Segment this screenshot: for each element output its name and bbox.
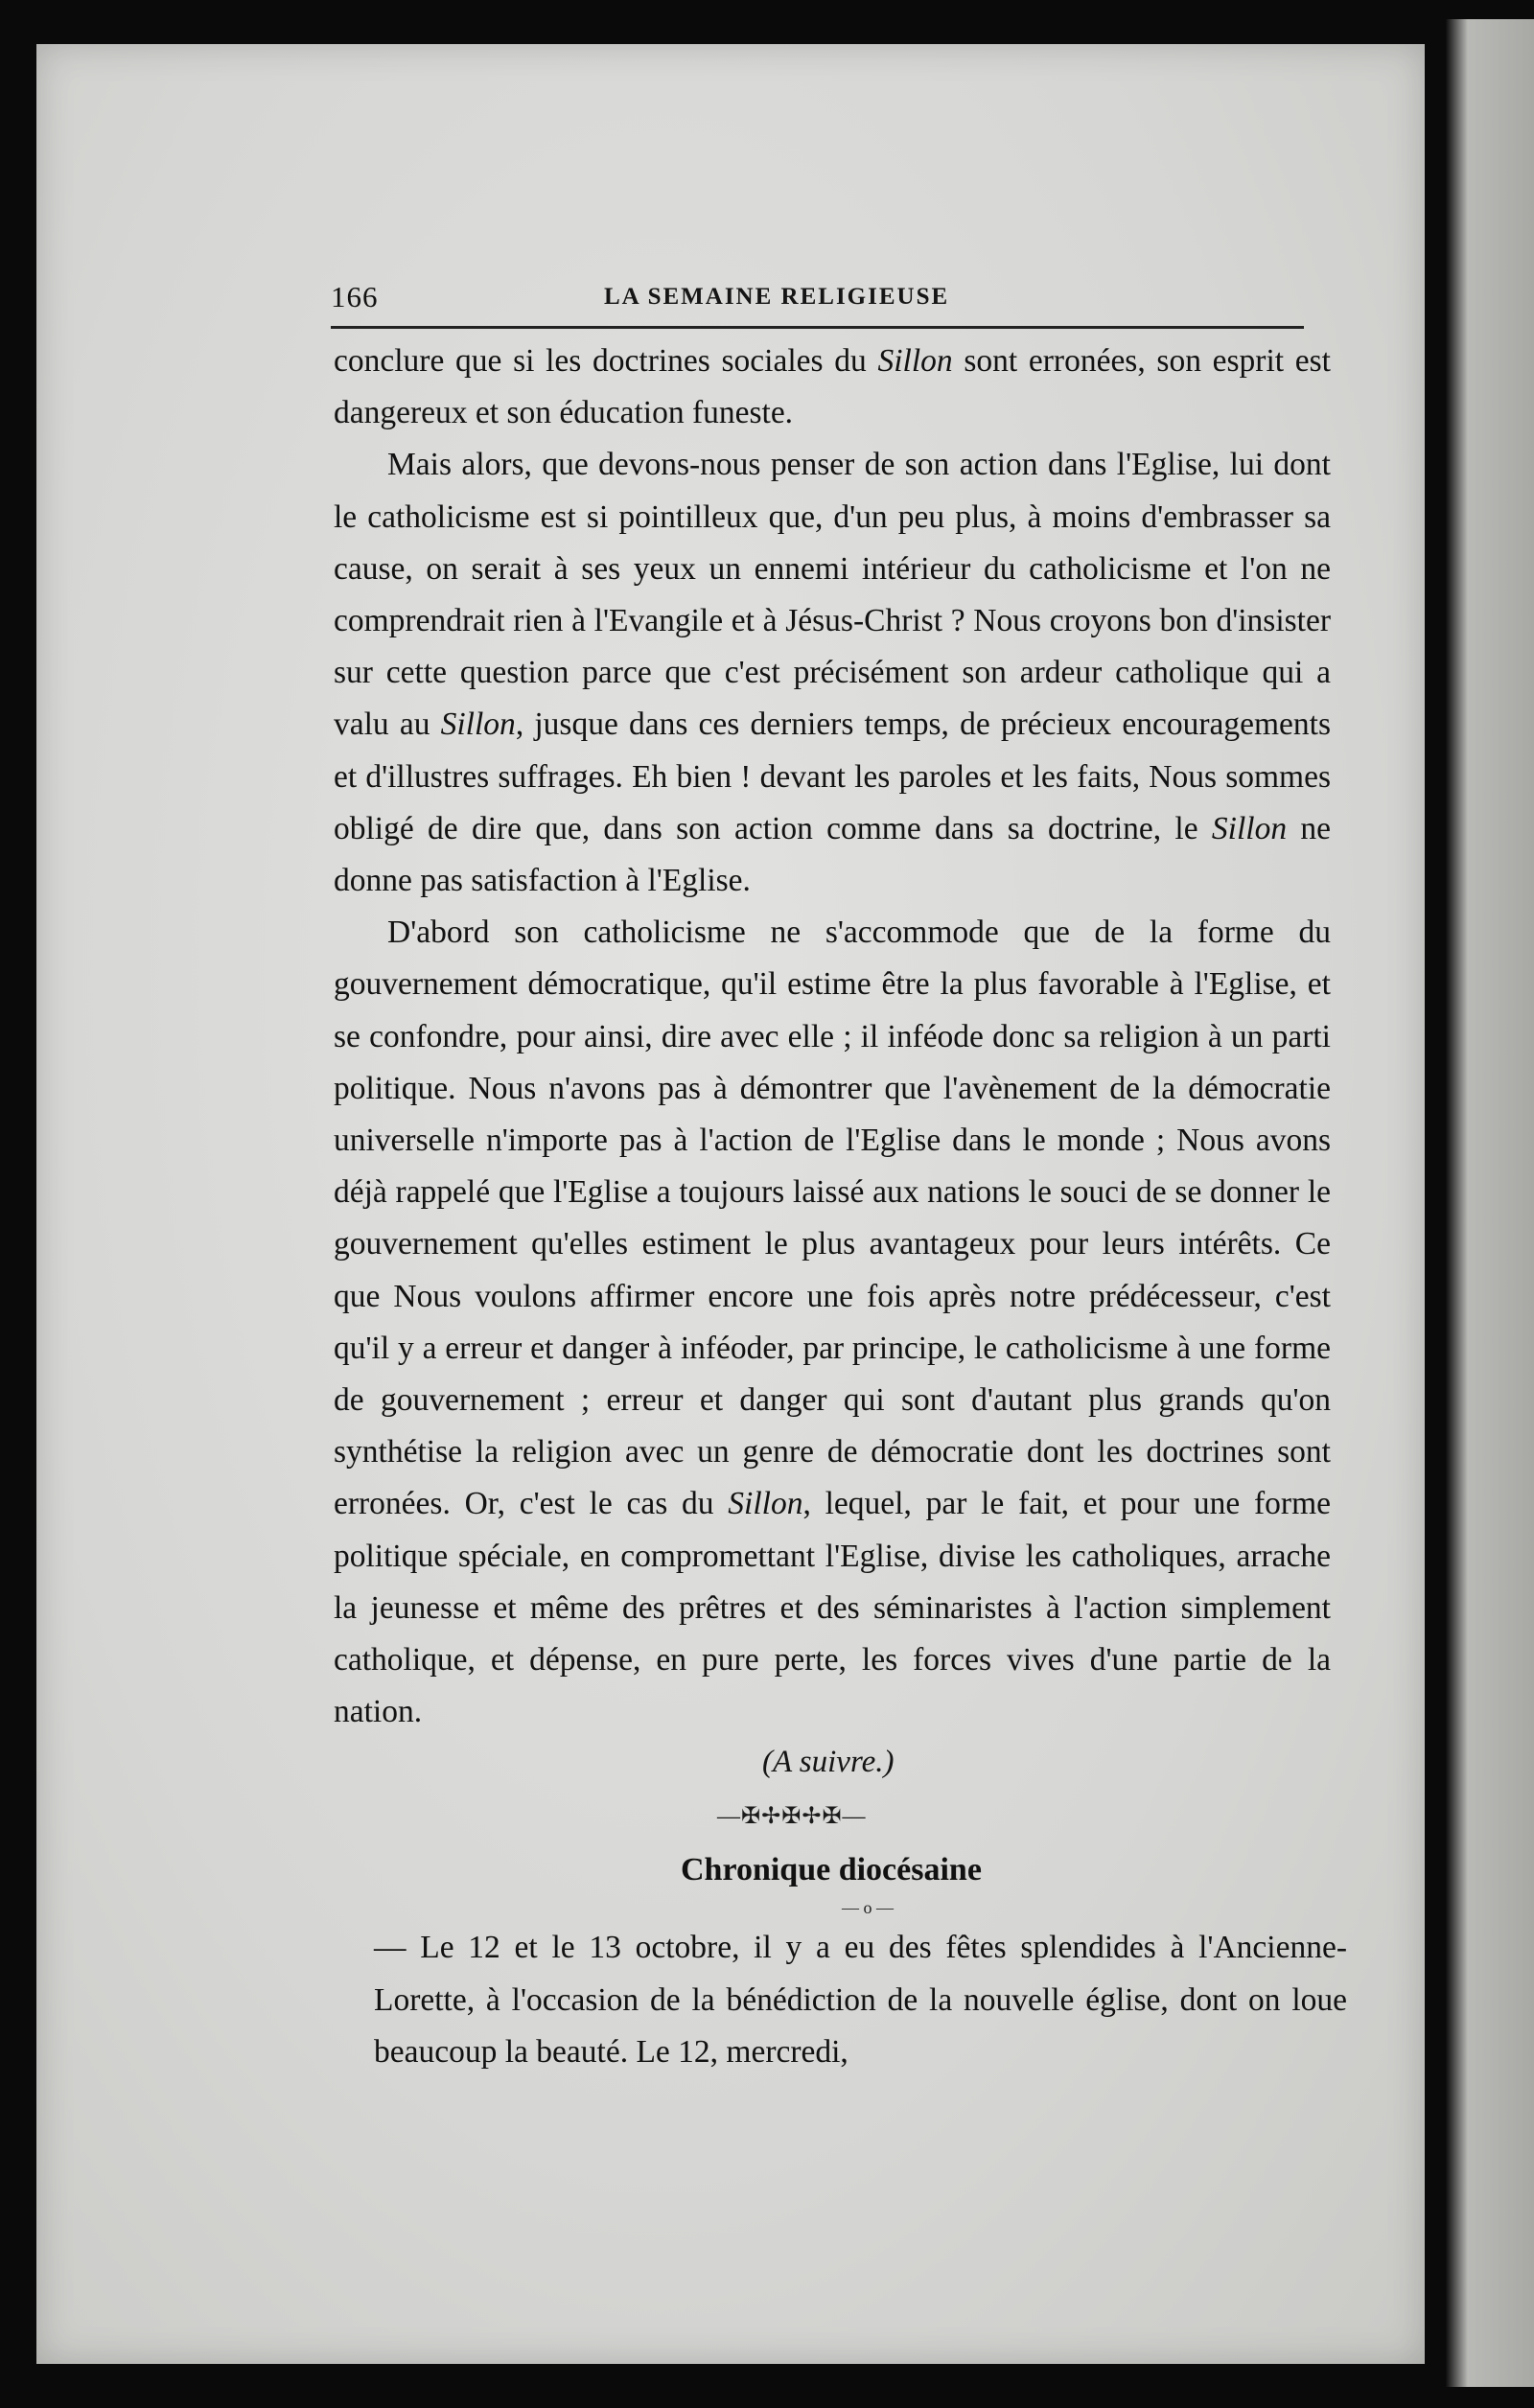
paragraph-text: , jusque dans ces derniers temps, de précieux encouragements et d'illustres suffrages. Eh bien ! devant les paroles et les faits, Nous sommes obligé de dire que, dans son action comme dans sa doctrine, le [334,706,1331,846]
small-divider: — o — [842,1898,894,1917]
paragraph-3 [334,907,1331,1738]
article-body [334,336,1331,1738]
paragraph-text: Mais alors, que devons-nous penser de son action dans l'Eglise, lui dont le catholicisme est si pointilleux que, d'un peu plus, à moins d'embrasser sa cause, on serait à ses yeux un ennemi intérieur du catholicisme et l'on ne comprendrait rien à l'Evangile et à Jésus-Christ ? Nous croyons bon d'insister sur cette question parce que c'est précisément son ardeur catholique qui a valu au [334,447,1331,743]
paragraph-text: ne donne pas satisfaction à l'Eglise. [334,810,1332,899]
running-header [331,280,1304,329]
journal-title: LA SEMAINE RELIGIEUSE [604,284,950,310]
adjacent-page-edge [1446,19,1534,2387]
italic-term: Sillon [728,1486,803,1522]
paragraph-text: D'abord son catholicisme ne s'accommode que de la forme du gouvernement démocratique, qu'il estime être la plus favorable à l'Eglise, et se confondre, pour ainsi, dire avec elle ; il inféode donc sa religion à un parti politique. Nous n'avons pas à démontrer que l'avènement de la démocratie universelle n'importe pas à l'action de l'Eglise dans le monde ; Nous avons déjà rappelé que l'Eglise a toujours laissé aux nations le souci de se donner le gouvernement qu'elles estiment le plus avantageux pour leurs intérêts. Ce que Nous voulons affirmer encore une fois après notre prédécesseur, c'est qu'il y a erreur et danger à inféoder, par principe, le catholicisme à une forme de gouvernement ; erreur et danger qui sont d'autant plus grands qu'on synthétise la religion avec un genre de démocratie dont les doctrines sont erronées. Or, c'est le cas du [334,915,1331,1522]
section-ornament: —✠✢✠✢✠— [717,1804,867,1829]
paragraph-text: conclure que si les doctrines sociales du [334,343,878,379]
chronique-paragraph: — Le 12 et le 13 octobre, il y a eu des fêtes splendides à l'Ancienne-Lorette, à l'occasion de la bénédiction de la nouvelle église, dont on loue beaucoup la beauté. Le 12, mercredi, [374,1930,1347,2070]
paragraph-2 [334,439,1331,907]
to-be-continued: (A suivre.) [762,1745,895,1779]
section-title: Chronique diocésaine [681,1852,982,1887]
chronique-body [374,1922,1347,2079]
paragraph-text: , lequel, par le fait, et pour une forme politique spéciale, en compromettant l'Eglise, divise les catholiques, arrache la jeunesse et même des prêtres et des séminaristes à l'action simplement catholique, et dépense, en pure perte, les forces vives d'une partie de la nation. [334,1486,1331,1730]
paragraph-text: sont erronées, son esprit est dangereux et son éducation funeste. [334,343,1331,431]
italic-term: Sillon [877,343,953,379]
italic-term: Sillon [440,706,516,743]
paragraph-1 [334,336,1331,439]
italic-term: Sillon [1211,810,1288,846]
page-number: 166 [331,280,379,313]
